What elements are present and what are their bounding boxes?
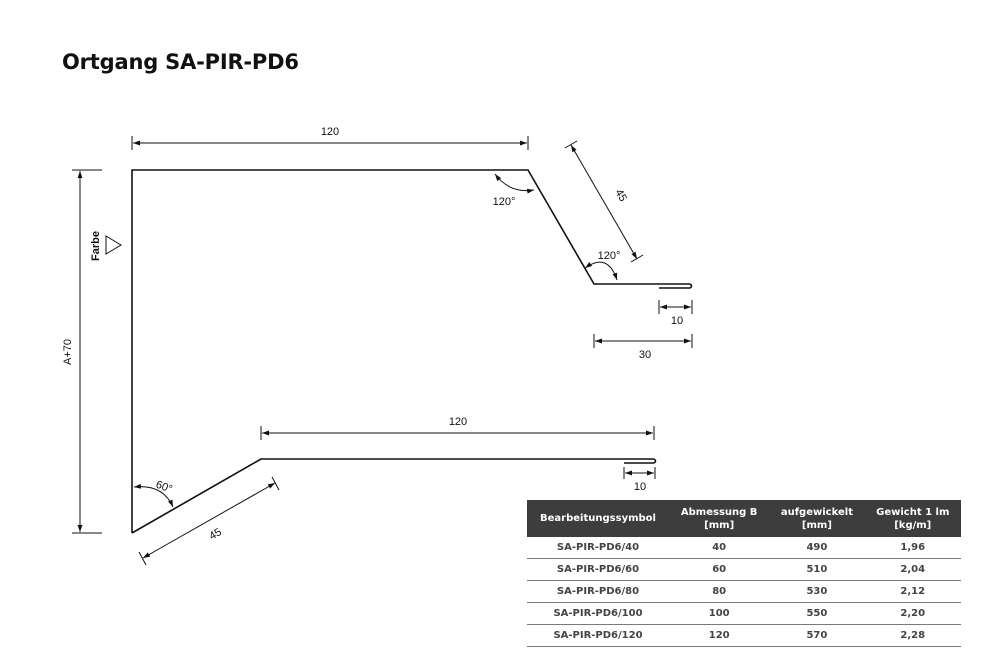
column-header-unrolled: aufgewickelt [mm] [769,500,864,537]
table-row [527,581,961,603]
cell-symbol: SA-PIR-PD6/40 [527,537,669,559]
table-row [527,603,961,625]
dimension-top-slope-label: 45 [612,187,629,204]
angle-bottom-label: 60° [154,478,174,496]
dimension-hem-bottom [624,467,655,479]
dimension-top-slope [565,141,643,262]
dimension-bottom-width [261,426,654,440]
profile-outline [132,170,692,533]
dimension-hem-top [659,300,692,314]
color-side-triangle-icon [106,236,121,254]
dimension-hem-bottom-label: 10 [633,481,647,493]
column-header-symbol: Bearbeitungssymbol [527,500,669,537]
dimension-bottom-slope-label: 45 [207,526,224,543]
cell-unrolled: 510 [769,559,864,581]
cell-unrolled: 550 [769,603,864,625]
table-row [527,537,961,559]
dimension-flange-top [594,334,692,348]
profile-upper-edge [132,170,690,533]
color-side-label: Farbe [90,231,102,261]
cell-dimension-b: 40 [669,537,769,559]
cell-weight: 2,12 [864,581,961,603]
cell-weight: 2,04 [864,559,961,581]
spec-table [527,500,961,647]
cell-symbol: SA-PIR-PD6/100 [527,603,669,625]
dimension-bottom-width-label: 120 [448,416,468,428]
table-row [527,625,961,647]
cell-weight: 2,20 [864,603,961,625]
cell-dimension-b: 60 [669,559,769,581]
cell-dimension-b: 80 [669,581,769,603]
dimension-height [72,170,102,533]
column-header-dimension-b: Abmessung B [mm] [669,500,769,537]
cell-dimension-b: 120 [669,625,769,647]
dimension-height-label: A+70 [62,339,74,365]
table-header-row [527,500,961,537]
dimension-hem-top-label: 10 [670,315,684,327]
cell-symbol: SA-PIR-PD6/120 [527,625,669,647]
cell-unrolled: 570 [769,625,864,647]
angle-arc-top-left [495,174,534,191]
cell-weight: 2,28 [864,625,961,647]
angle-top-right-label: 120° [597,250,621,262]
dimension-top-width [132,136,528,150]
dimension-flange-top-label: 30 [638,349,652,361]
cell-weight: 1,96 [864,537,961,559]
page-title: Ortgang SA-PIR-PD6 [62,50,299,74]
angle-top-left-label: 120° [492,196,516,208]
dimension-top-width-label: 120 [320,126,340,138]
cell-dimension-b: 100 [669,603,769,625]
cell-unrolled: 490 [769,537,864,559]
cell-symbol: SA-PIR-PD6/80 [527,581,669,603]
cell-symbol: SA-PIR-PD6/60 [527,559,669,581]
column-header-weight: Gewicht 1 lm [kg/m] [864,500,961,537]
table-row [527,559,961,581]
cell-unrolled: 530 [769,581,864,603]
